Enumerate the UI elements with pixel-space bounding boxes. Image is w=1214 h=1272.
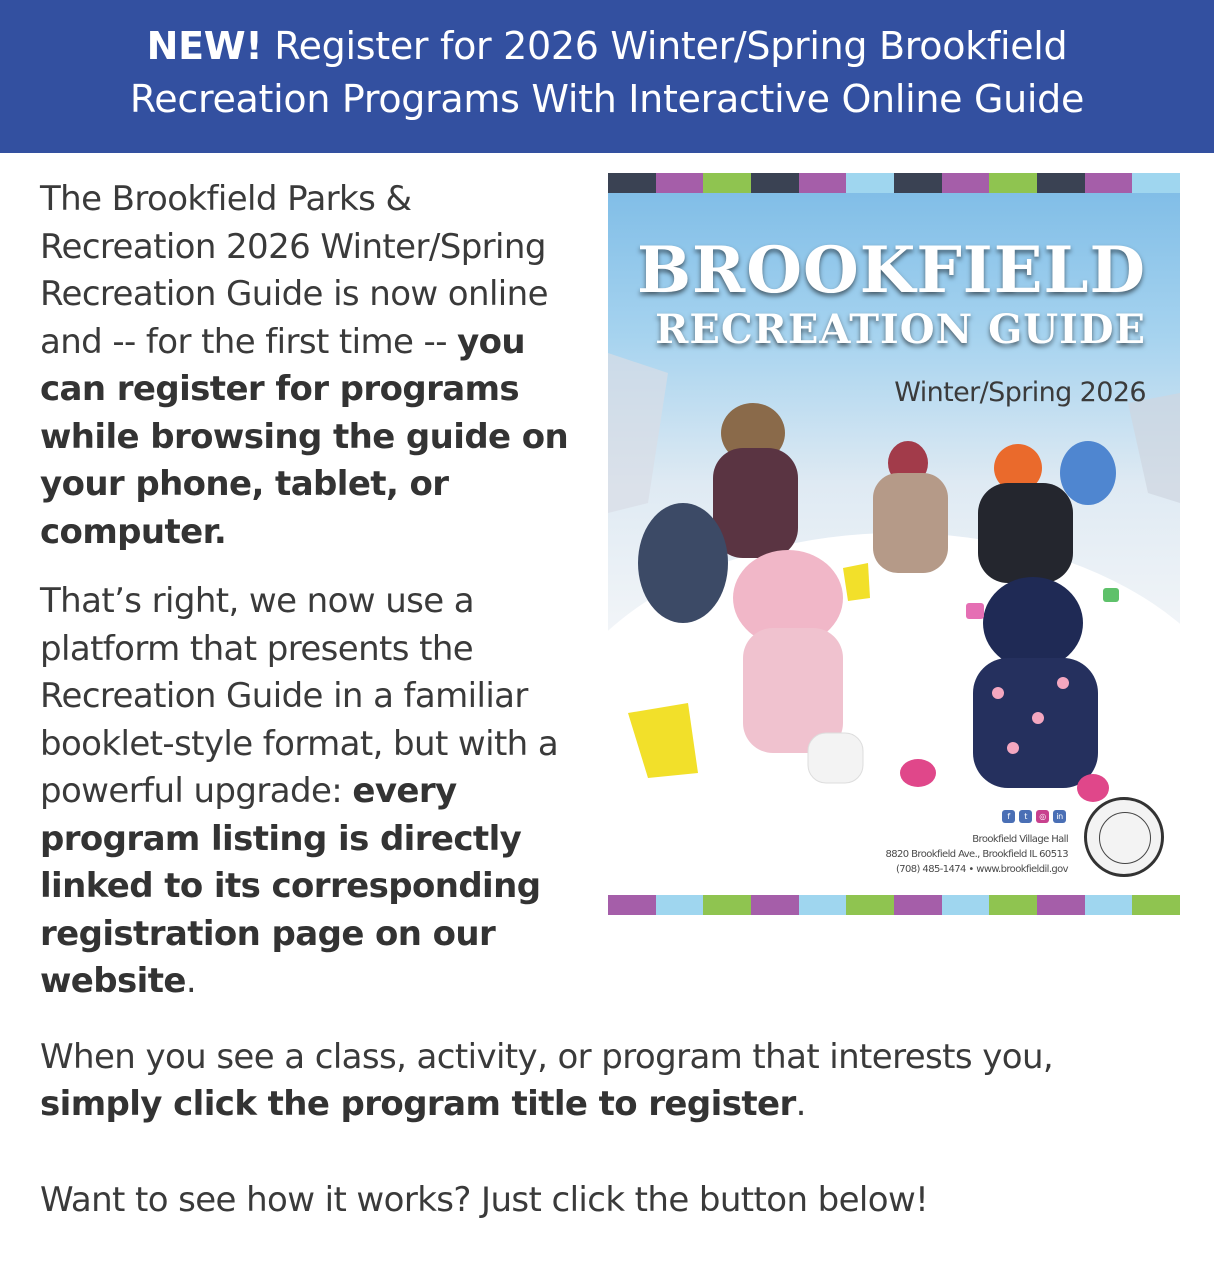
new-label: NEW!: [146, 24, 263, 68]
click-info-bold-text: simply click the program title to register: [40, 1084, 796, 1124]
cover-footer-line-2: 8820 Brookfield Ave., Brookfield IL 60513: [885, 849, 1068, 860]
cover-title: [637, 235, 1146, 353]
click-info-paragraph: [40, 1034, 1180, 1129]
cover-season: Winter/Spring 2026: [894, 377, 1146, 408]
village-seal-icon: [1084, 797, 1164, 877]
platform-end: .: [185, 961, 197, 1001]
platform-text: That’s right, we now use a platform that presents the Recreation Guide in a familiar booklet-style format, but with a powerful upgrade:: [40, 581, 559, 811]
linkedin-icon: in: [1053, 810, 1066, 823]
instagram-icon: ◎: [1036, 810, 1049, 823]
banner-title-2: Recreation Programs With Interactive Online Guide: [129, 77, 1085, 121]
cover-title-recreation-guide: RECREATION GUIDE: [655, 306, 1146, 353]
banner-title-1: Register for 2026 Winter/Spring Brookfield: [274, 24, 1068, 68]
twitter-icon: t: [1019, 810, 1032, 823]
platform-bold-text: every program listing is directly linked to its corresponding registration page on our website: [40, 771, 541, 1001]
click-info-text: When you see a class, activity, or program that interests you,: [40, 1036, 1054, 1077]
cover-bottom-color-strip: [608, 895, 1180, 915]
article-body: [40, 176, 1180, 1224]
intro-text: The Brookfield Parks & Recreation 2026 Winter/Spring Recreation Guide is now online and -- for the first time --: [40, 179, 548, 362]
cta-paragraph: Want to see how it works? Just click the button below!: [40, 1179, 929, 1220]
announcement-banner: [0, 0, 1214, 153]
recreation-guide-cover-image[interactable]: [608, 173, 1180, 915]
click-info-end: .: [795, 1084, 806, 1124]
cover-footer-address: [886, 832, 1068, 877]
facebook-icon: f: [1002, 810, 1015, 823]
intro-bold-text: you can register for programs while browsing the guide on your phone, tablet, or computer.: [40, 321, 569, 552]
banner-line-1: [0, 20, 1214, 73]
cover-footer-line-1: Brookfield Village Hall: [972, 834, 1068, 845]
cover-title-brookfield: BROOKFIELD: [636, 233, 1146, 308]
cover-social-icons: [1002, 810, 1066, 823]
cover-top-color-strip: [608, 173, 1180, 193]
cover-footer-line-3: (708) 485-1474 • www.brookfieldil.gov: [895, 864, 1068, 875]
